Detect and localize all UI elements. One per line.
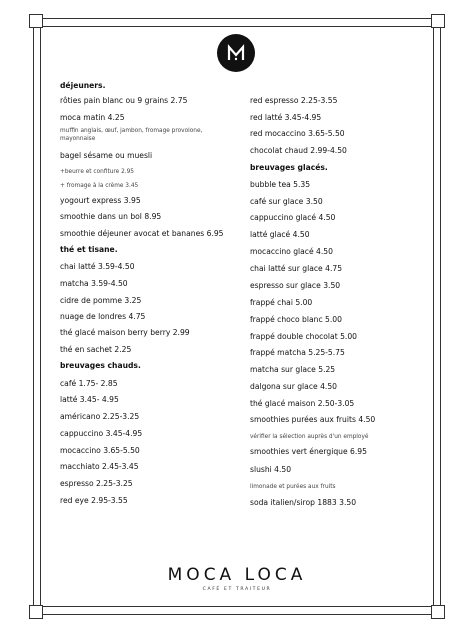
menu-item: frappé chai 5.00: [250, 298, 313, 307]
menu-item: cappuccino glacé 4.50: [250, 213, 336, 222]
menu-section-heading: breuvages chauds.: [60, 361, 141, 370]
menu-item: mocaccino 3.65-5.50: [60, 446, 140, 455]
brand-tagline: CAFÉ ET TRAITEUR: [202, 587, 272, 592]
menu-item: espresso sur glace 3.50: [250, 281, 341, 290]
menu-item: espresso 2.25-3.25: [60, 479, 133, 488]
menu-item: matcha sur glace 5.25: [250, 365, 336, 374]
menu-item: rôties pain blanc ou 9 grains 2.75: [60, 96, 188, 105]
menu-note: +beurre et confiture 2.95: [60, 169, 134, 175]
menu-item: chocolat chaud 2.99-4.50: [250, 146, 347, 155]
menu-note: limonade et purées aux fruits: [250, 484, 336, 490]
menu-note: mayonnaise: [60, 136, 96, 142]
menu-item: moca matin 4.25: [60, 113, 125, 122]
menu-item: cappuccino 3.45-4.95: [60, 429, 143, 438]
menu-item: chai latté sur glace 4.75: [250, 264, 343, 273]
menu-item: latté glacé 4.50: [250, 230, 310, 239]
corner-ornament-bottom-left: [29, 605, 43, 619]
menu-item: chai latté 3.59-4.50: [60, 262, 135, 271]
menu-item: smoothies vert énergique 6.95: [250, 447, 367, 456]
menu-item: macchiato 2.45-3.45: [60, 462, 139, 471]
menu-section-heading: thé et tisane.: [60, 245, 118, 254]
menu-item: frappé matcha 5.25-5.75: [250, 348, 345, 357]
menu-item: bagel sésame ou muesli: [60, 151, 153, 160]
m-monogram-icon: [226, 43, 246, 63]
menu-item: bubble tea 5.35: [250, 180, 311, 189]
menu-item: soda italien/sirop 1883 3.50: [250, 498, 357, 507]
menu-item: smoothie dans un bol 8.95: [60, 212, 162, 221]
menu-item: yogourt express 3.95: [60, 196, 141, 205]
menu-item: dalgona sur glace 4.50: [250, 382, 337, 391]
menu-item: cidre de pomme 3.25: [60, 296, 142, 305]
menu-note: vérifier la sélection auprès d'un employé: [250, 434, 369, 440]
menu-item: red mocaccino 3.65-5.50: [250, 129, 345, 138]
corner-ornament-bottom-right: [431, 605, 445, 619]
menu-note: + fromage à la crème 3.45: [60, 183, 139, 189]
menu-item: frappé double chocolat 5.00: [250, 332, 357, 341]
logo-badge-icon: [217, 34, 255, 72]
menu-item: thé en sachet 2.25: [60, 345, 132, 354]
menu-section-heading: déjeuners.: [60, 81, 106, 90]
menu-item: latté 3.45- 4.95: [60, 395, 119, 404]
menu-item: red latté 3.45-4.95: [250, 113, 322, 122]
menu-item: nuage de londres 4.75: [60, 312, 146, 321]
corner-ornament-top-right: [431, 14, 445, 28]
corner-ornament-top-left: [29, 14, 43, 28]
menu-item: matcha 3.59-4.50: [60, 279, 128, 288]
menu-item: café 1.75- 2.85: [60, 379, 118, 388]
menu-item: mocaccino glacé 4.50: [250, 247, 333, 256]
menu-item: café sur glace 3.50: [250, 197, 323, 206]
menu-item: smoothie déjeuner avocat et bananes 6.95: [60, 229, 224, 238]
menu-section-heading: breuvages glacés.: [250, 163, 328, 172]
menu-item: red eye 2.95-3.55: [60, 496, 128, 505]
menu-item: slushi 4.50: [250, 465, 292, 474]
menu-item: frappé choco blanc 5.00: [250, 315, 342, 324]
menu-note: muffin anglais, œuf, jambon, fromage provolone,: [60, 128, 203, 134]
menu-item: américano 2.25-3.25: [60, 412, 140, 421]
menu-item: thé glacé maison berry berry 2.99: [60, 328, 190, 337]
menu-item: smoothies purées aux fruits 4.50: [250, 415, 376, 424]
brand-name: MOCA LOCA: [167, 565, 307, 585]
menu-item: thé glacé maison 2.50-3.05: [250, 399, 355, 408]
menu-item: red espresso 2.25-3.55: [250, 96, 338, 105]
